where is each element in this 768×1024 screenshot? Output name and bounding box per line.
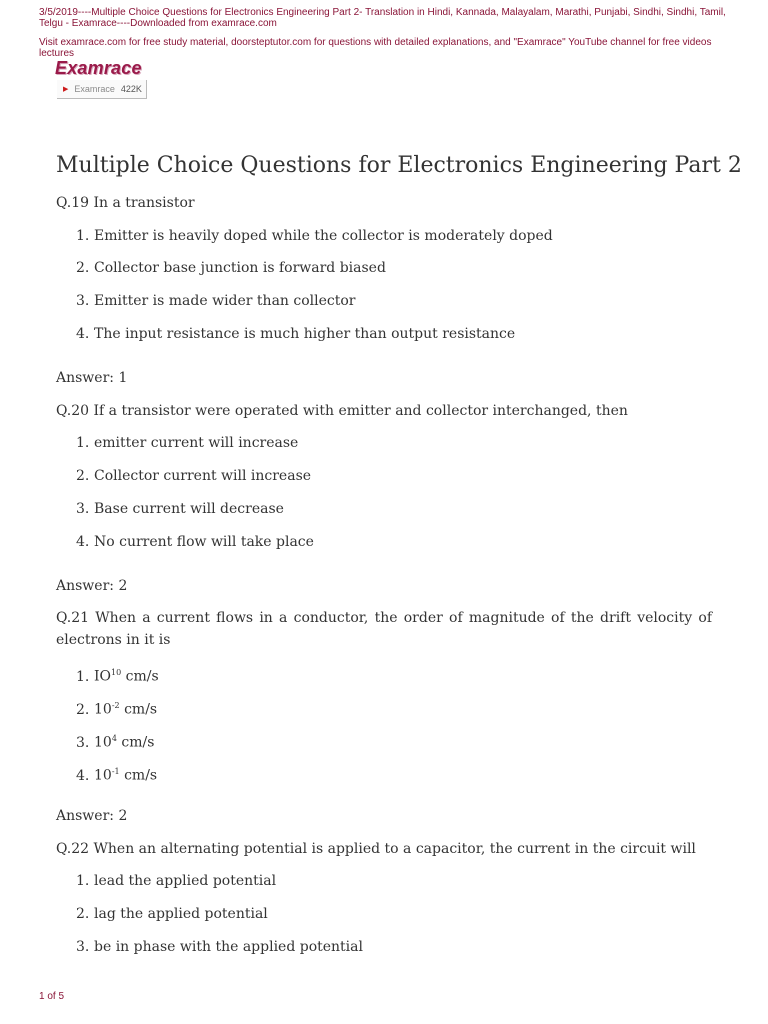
option-number: 2. [76, 468, 90, 484]
question-number: Q.19 [56, 195, 90, 211]
option-item [76, 323, 515, 345]
option-item [76, 870, 276, 892]
question-number: Q.22 [56, 841, 90, 857]
option-text: lead the applied potential [94, 873, 277, 889]
option-item [76, 257, 386, 279]
option-exponent: 4 [111, 734, 117, 743]
question-text: When an alternating potential is applied to a capacitor, the current in the circuit will [93, 841, 696, 857]
option-text: be in phase with the applied potential [94, 939, 363, 955]
question-22 [56, 838, 696, 860]
option-text: The input resistance is much higher than output resistance [94, 326, 516, 342]
option-exponent: -1 [111, 767, 120, 776]
option-item [76, 662, 159, 688]
option-number: 4. [76, 534, 90, 550]
option-item [76, 761, 157, 787]
play-icon: ▶ [63, 86, 69, 93]
option-value: 10 [94, 701, 112, 718]
option-number: 3. [76, 501, 90, 517]
option-unit: cm/s [124, 767, 158, 784]
option-item [76, 465, 311, 487]
option-unit: cm/s [124, 701, 158, 718]
option-number: 2. [76, 906, 90, 922]
page-title: Multiple Choice Questions for Electronics Engineering Part 2 [56, 153, 742, 178]
option-item [76, 432, 298, 454]
option-text: Base current will decrease [94, 501, 284, 517]
channel-name: Examrace [74, 84, 115, 94]
option-unit: cm/s [121, 734, 155, 751]
option-number: 4. [76, 326, 90, 342]
option-value: 10 [94, 767, 112, 784]
visit-notice: Visit examrace.com for free study material, doorsteptutor.com for questions with detailed explanations, and "Examrace" YouTube channel for free videos lectures [39, 37, 712, 59]
examrace-logo[interactable]: Examrace [55, 58, 142, 78]
option-text: emitter current will increase [94, 435, 299, 451]
option-number: 2. [76, 701, 90, 718]
source-header: 3/5/2019----Multiple Choice Questions for Electronics Engineering Part 2- Translation in Hindi, Kannada, Malayalam, Marathi, Punjabi, Sindhi, Sindhi, Tamil, Telgu - Examrace----Downloaded from examrace.com [39, 7, 726, 29]
question-21 [56, 607, 712, 651]
answer-text: Answer: 2 [56, 808, 128, 824]
question-text: If a transistor were operated with emitter and collector interchanged, then [93, 403, 628, 419]
option-item [76, 225, 553, 247]
option-item [76, 498, 284, 520]
option-item [76, 695, 157, 721]
option-exponent: 10 [111, 668, 122, 677]
option-text: Emitter is made wider than collector [94, 293, 356, 309]
option-item [76, 531, 314, 553]
option-number: 4. [76, 767, 90, 784]
option-text: Emitter is heavily doped while the collector is moderately doped [94, 228, 553, 244]
option-number: 3. [76, 734, 90, 751]
answer-text: Answer: 1 [56, 370, 128, 386]
option-exponent: -2 [111, 701, 120, 710]
youtube-subscribe-button[interactable] [57, 80, 147, 99]
question-text: In a transistor [93, 195, 195, 211]
question-19 [56, 192, 195, 214]
option-text: No current flow will take place [94, 534, 314, 550]
option-text: Collector base junction is forward biased [94, 260, 386, 276]
option-item [76, 903, 268, 925]
option-number: 1. [76, 228, 90, 244]
option-item [76, 936, 363, 958]
option-value: IO [94, 668, 112, 685]
answer-text: Answer: 2 [56, 578, 128, 594]
option-number: 3. [76, 293, 90, 309]
option-text: lag the applied potential [94, 906, 268, 922]
option-item [76, 728, 154, 754]
page-indicator: 1 of 5 [39, 991, 65, 1002]
question-text: When a current flows in a conductor, the order of magnitude of the drift velocity of electrons in it is [56, 610, 712, 648]
question-number: Q.21 [56, 610, 90, 626]
option-item [76, 290, 356, 312]
question-number: Q.20 [56, 403, 90, 419]
question-20 [56, 400, 628, 422]
option-number: 1. [76, 435, 90, 451]
option-text: Collector current will increase [94, 468, 312, 484]
option-number: 3. [76, 939, 90, 955]
option-number: 1. [76, 873, 90, 889]
option-unit: cm/s [125, 668, 159, 685]
subscriber-count: 422K [120, 84, 142, 94]
option-value: 10 [94, 734, 112, 751]
option-number: 2. [76, 260, 90, 276]
option-number: 1. [76, 668, 90, 685]
